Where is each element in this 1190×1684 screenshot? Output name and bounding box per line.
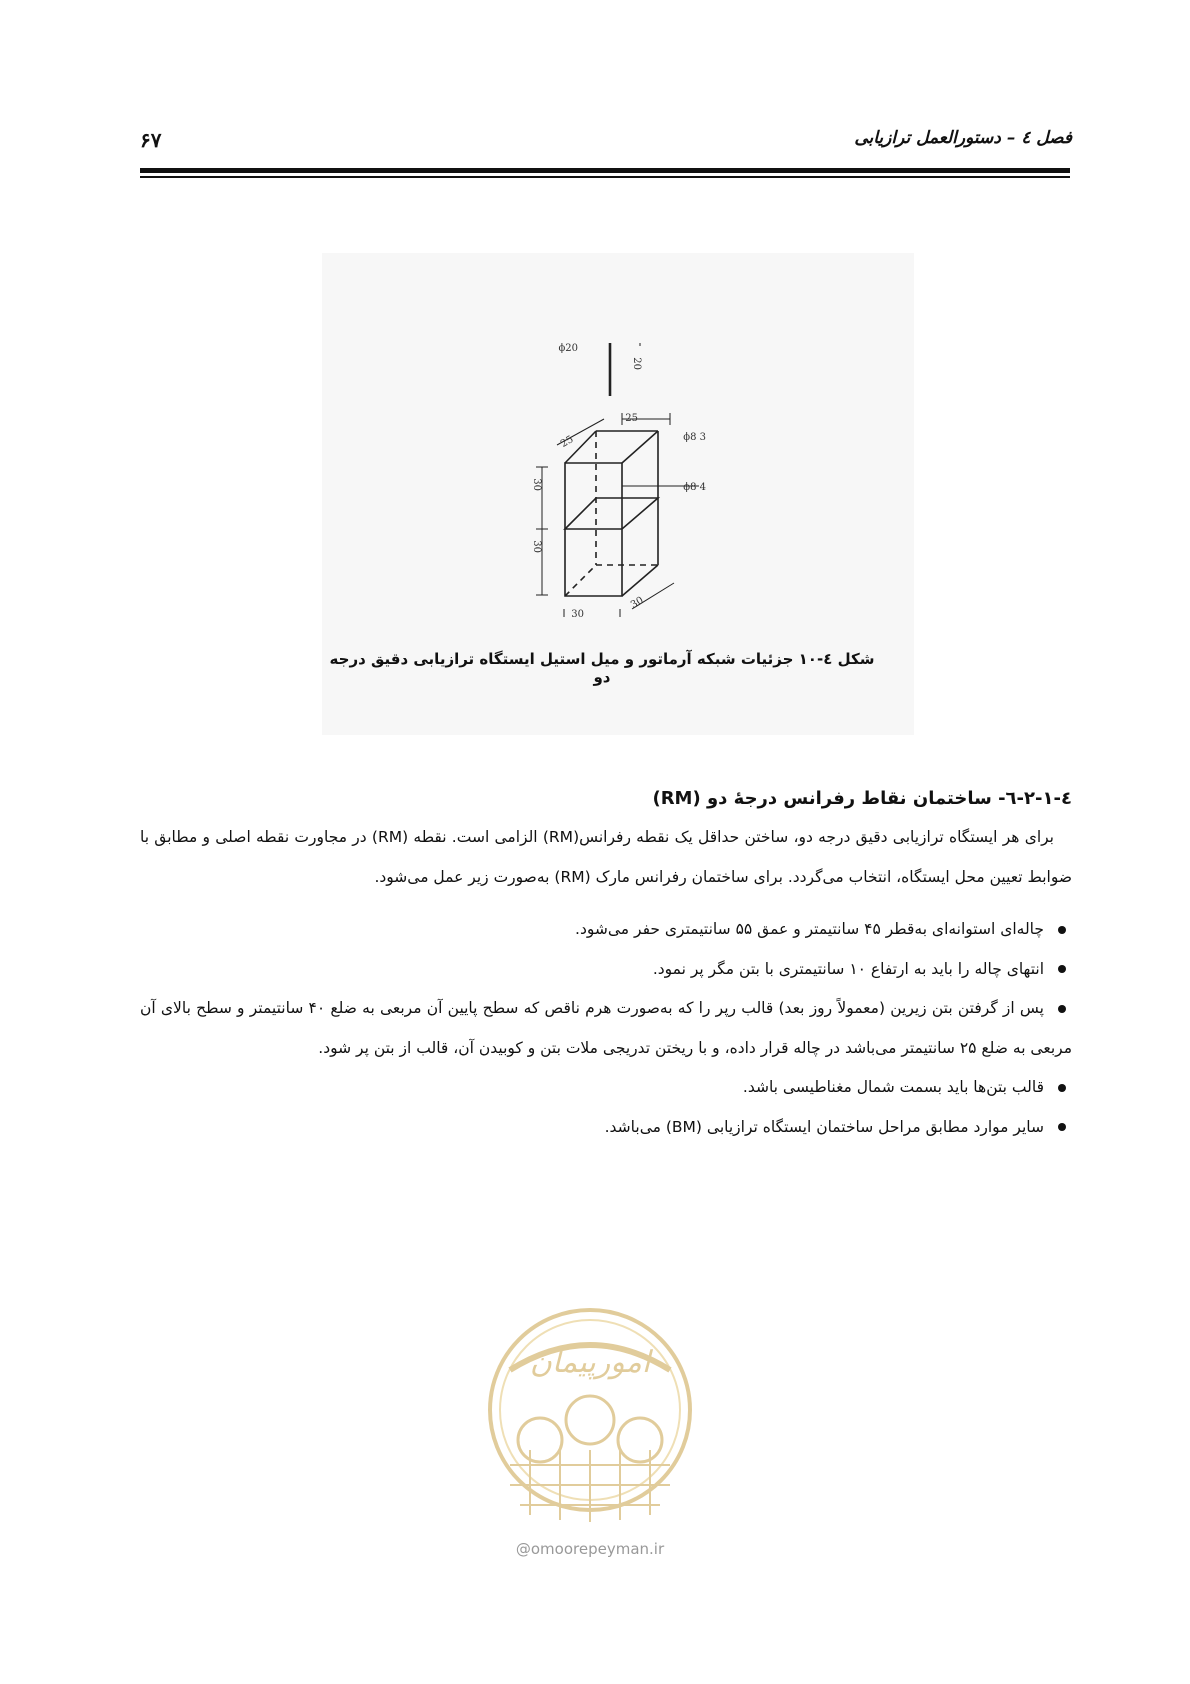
middle-stirrup [565, 498, 658, 529]
label-dim-25-left: 25 [558, 434, 576, 450]
label-dim-20: 20 [631, 357, 642, 370]
label-dim-30-lower: 30 [531, 540, 542, 553]
instructions-list [140, 910, 1072, 1147]
rebar-cage-drawing [322, 253, 914, 643]
watermark-url: @omoorepeyman.ir [515, 1540, 665, 1558]
list-item-text: انتهای چاله را باید به ارتفاع ۱۰ سانتیمتری با بتن مگر پر نمود. [652, 959, 1044, 978]
label-bars-4phi8: 4 ϕ8 [683, 482, 706, 493]
list-item [140, 1108, 1072, 1148]
page-number: ۶۷ [140, 128, 162, 152]
list-item-text: سایر موارد مطابق مراحل ساختمان ایستگاه ترازیابی (BM) می‌باشد. [604, 1117, 1044, 1136]
header-rule-thick [140, 168, 1070, 173]
figure-caption: شکل ٤-١٠ جزئیات شبکه آرماتور و میل استیل ایستگاه ترازیابی دقیق درجه دو [329, 650, 875, 686]
bullet-icon [1058, 1084, 1066, 1092]
bullet-icon [1058, 1123, 1066, 1131]
list-item [140, 989, 1072, 1068]
label-dim-30-diag: 30 [628, 595, 646, 611]
list-item [140, 910, 1072, 950]
watermark-logo-text: امورپیمان [529, 1345, 651, 1380]
list-item-text: قالب بتن‌ها باید بسمت شمال مغناطیسی باشد. [742, 1078, 1044, 1097]
list-item [140, 1068, 1072, 1108]
watermark-logo [480, 1300, 700, 1530]
list-item-text: چاله‌ای استوانه‌ای به‌قطر ۴۵ سانتیمتر و عمق ۵۵ سانتیمتری حفر می‌شود. [575, 920, 1044, 938]
header-title: فصل ٤ – دستورالعمل ترازیابی [854, 128, 1072, 148]
list-item [140, 950, 1072, 990]
label-dim-30-upper: 30 [531, 478, 542, 491]
bullet-icon [1058, 965, 1066, 973]
section-paragraph: برای هر ایستگاه ترازیابی دقیق درجه دو، ساختن حداقل یک نقطه رفرانس(RM) الزامی است. نقطه (RM) در مجاورت نقطه اصلی و مطابق با ضوابط تعیین محل ایستگاه، انتخاب می‌گردد. برای ساختمان رفرانس مارک (RM) به‌صورت زیر عمل می‌شود. [140, 828, 1072, 886]
header-rule-thin [140, 176, 1070, 178]
label-dim-25-right: 25 [625, 413, 638, 424]
bullet-icon [1058, 1005, 1066, 1013]
list-item-text: پس از گرفتن بتن زیرین (معمولاً روز بعد) قالب رپر را که به‌صورت هرم ناقص که سطح پایین آن مربعی به ضلع ۴۰ سانتیمتر و سطح بالای آن مربعی به ضلع ۲۵ سانتیمتر می‌باشد در چاله قرار داده، و با ریختن تدریجی ملات بتن و کوبیدن آن، قالب از بتن پر شود. [140, 999, 1072, 1057]
label-bars-3phi8: 3 ϕ8 [683, 432, 706, 443]
section-heading: ٤-١-٢-٦- ساختمان نقاط رفرانس درجهٔ دو (RM) [652, 788, 1072, 809]
label-phi20: ϕ20 [558, 343, 578, 354]
bullet-icon [1058, 926, 1066, 934]
label-dim-30-bottom: 30 [571, 609, 584, 620]
